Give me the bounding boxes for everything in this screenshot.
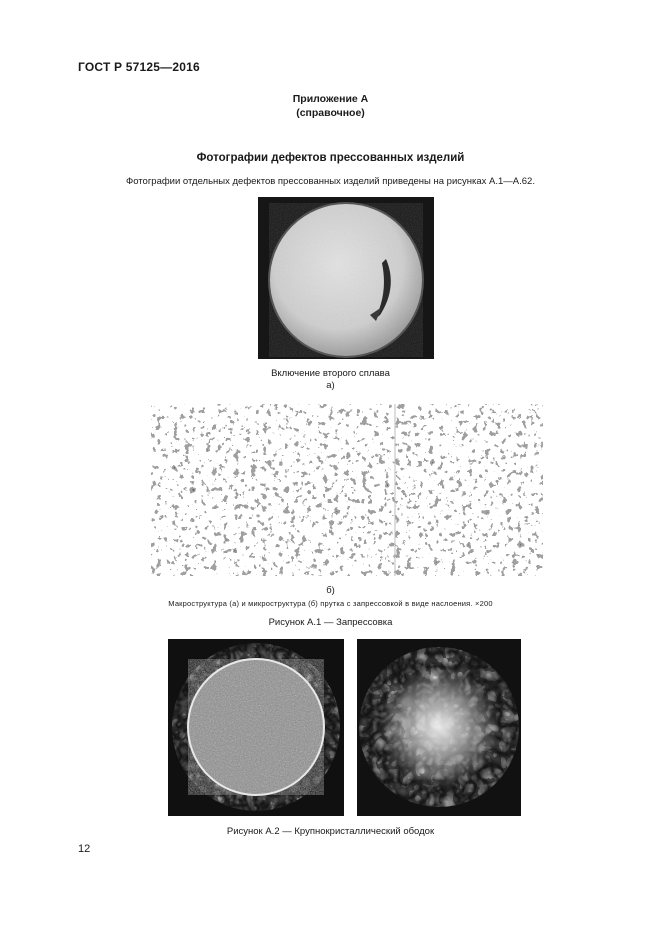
figure-a1-subcaption: Макроструктура (а) и микроструктура (б) прутка с запрессовкой в виде наслоения. ×200 xyxy=(168,599,493,608)
document-code: ГОСТ Р 57125—2016 xyxy=(78,60,200,74)
coarse-rim-photo-right xyxy=(357,639,521,816)
label-a: а) xyxy=(326,380,335,391)
appendix-title: Приложение А xyxy=(292,93,369,105)
page-number: 12 xyxy=(78,843,91,855)
microstructure-photo xyxy=(151,404,543,576)
figure-a2-caption: Рисунок А.2 — Крупнокристаллический ободок xyxy=(226,826,435,837)
label-b: б) xyxy=(326,585,335,596)
macrostructure-photo xyxy=(258,197,434,359)
appendix-subtitle: (справочное) xyxy=(296,107,365,119)
coarse-rim-photo-left xyxy=(168,639,344,816)
section-title: Фотографии дефектов прессованных изделий xyxy=(196,152,465,164)
section-intro: Фотографии отдельных дефектов прессованных изделий приведены на рисунках А.1—А.62. xyxy=(126,176,535,187)
photo-a-caption: Включение второго сплава xyxy=(271,368,390,379)
appendix-heading xyxy=(0,92,661,120)
figure-a1-caption: Рисунок А.1 — Запрессовка xyxy=(268,617,393,628)
